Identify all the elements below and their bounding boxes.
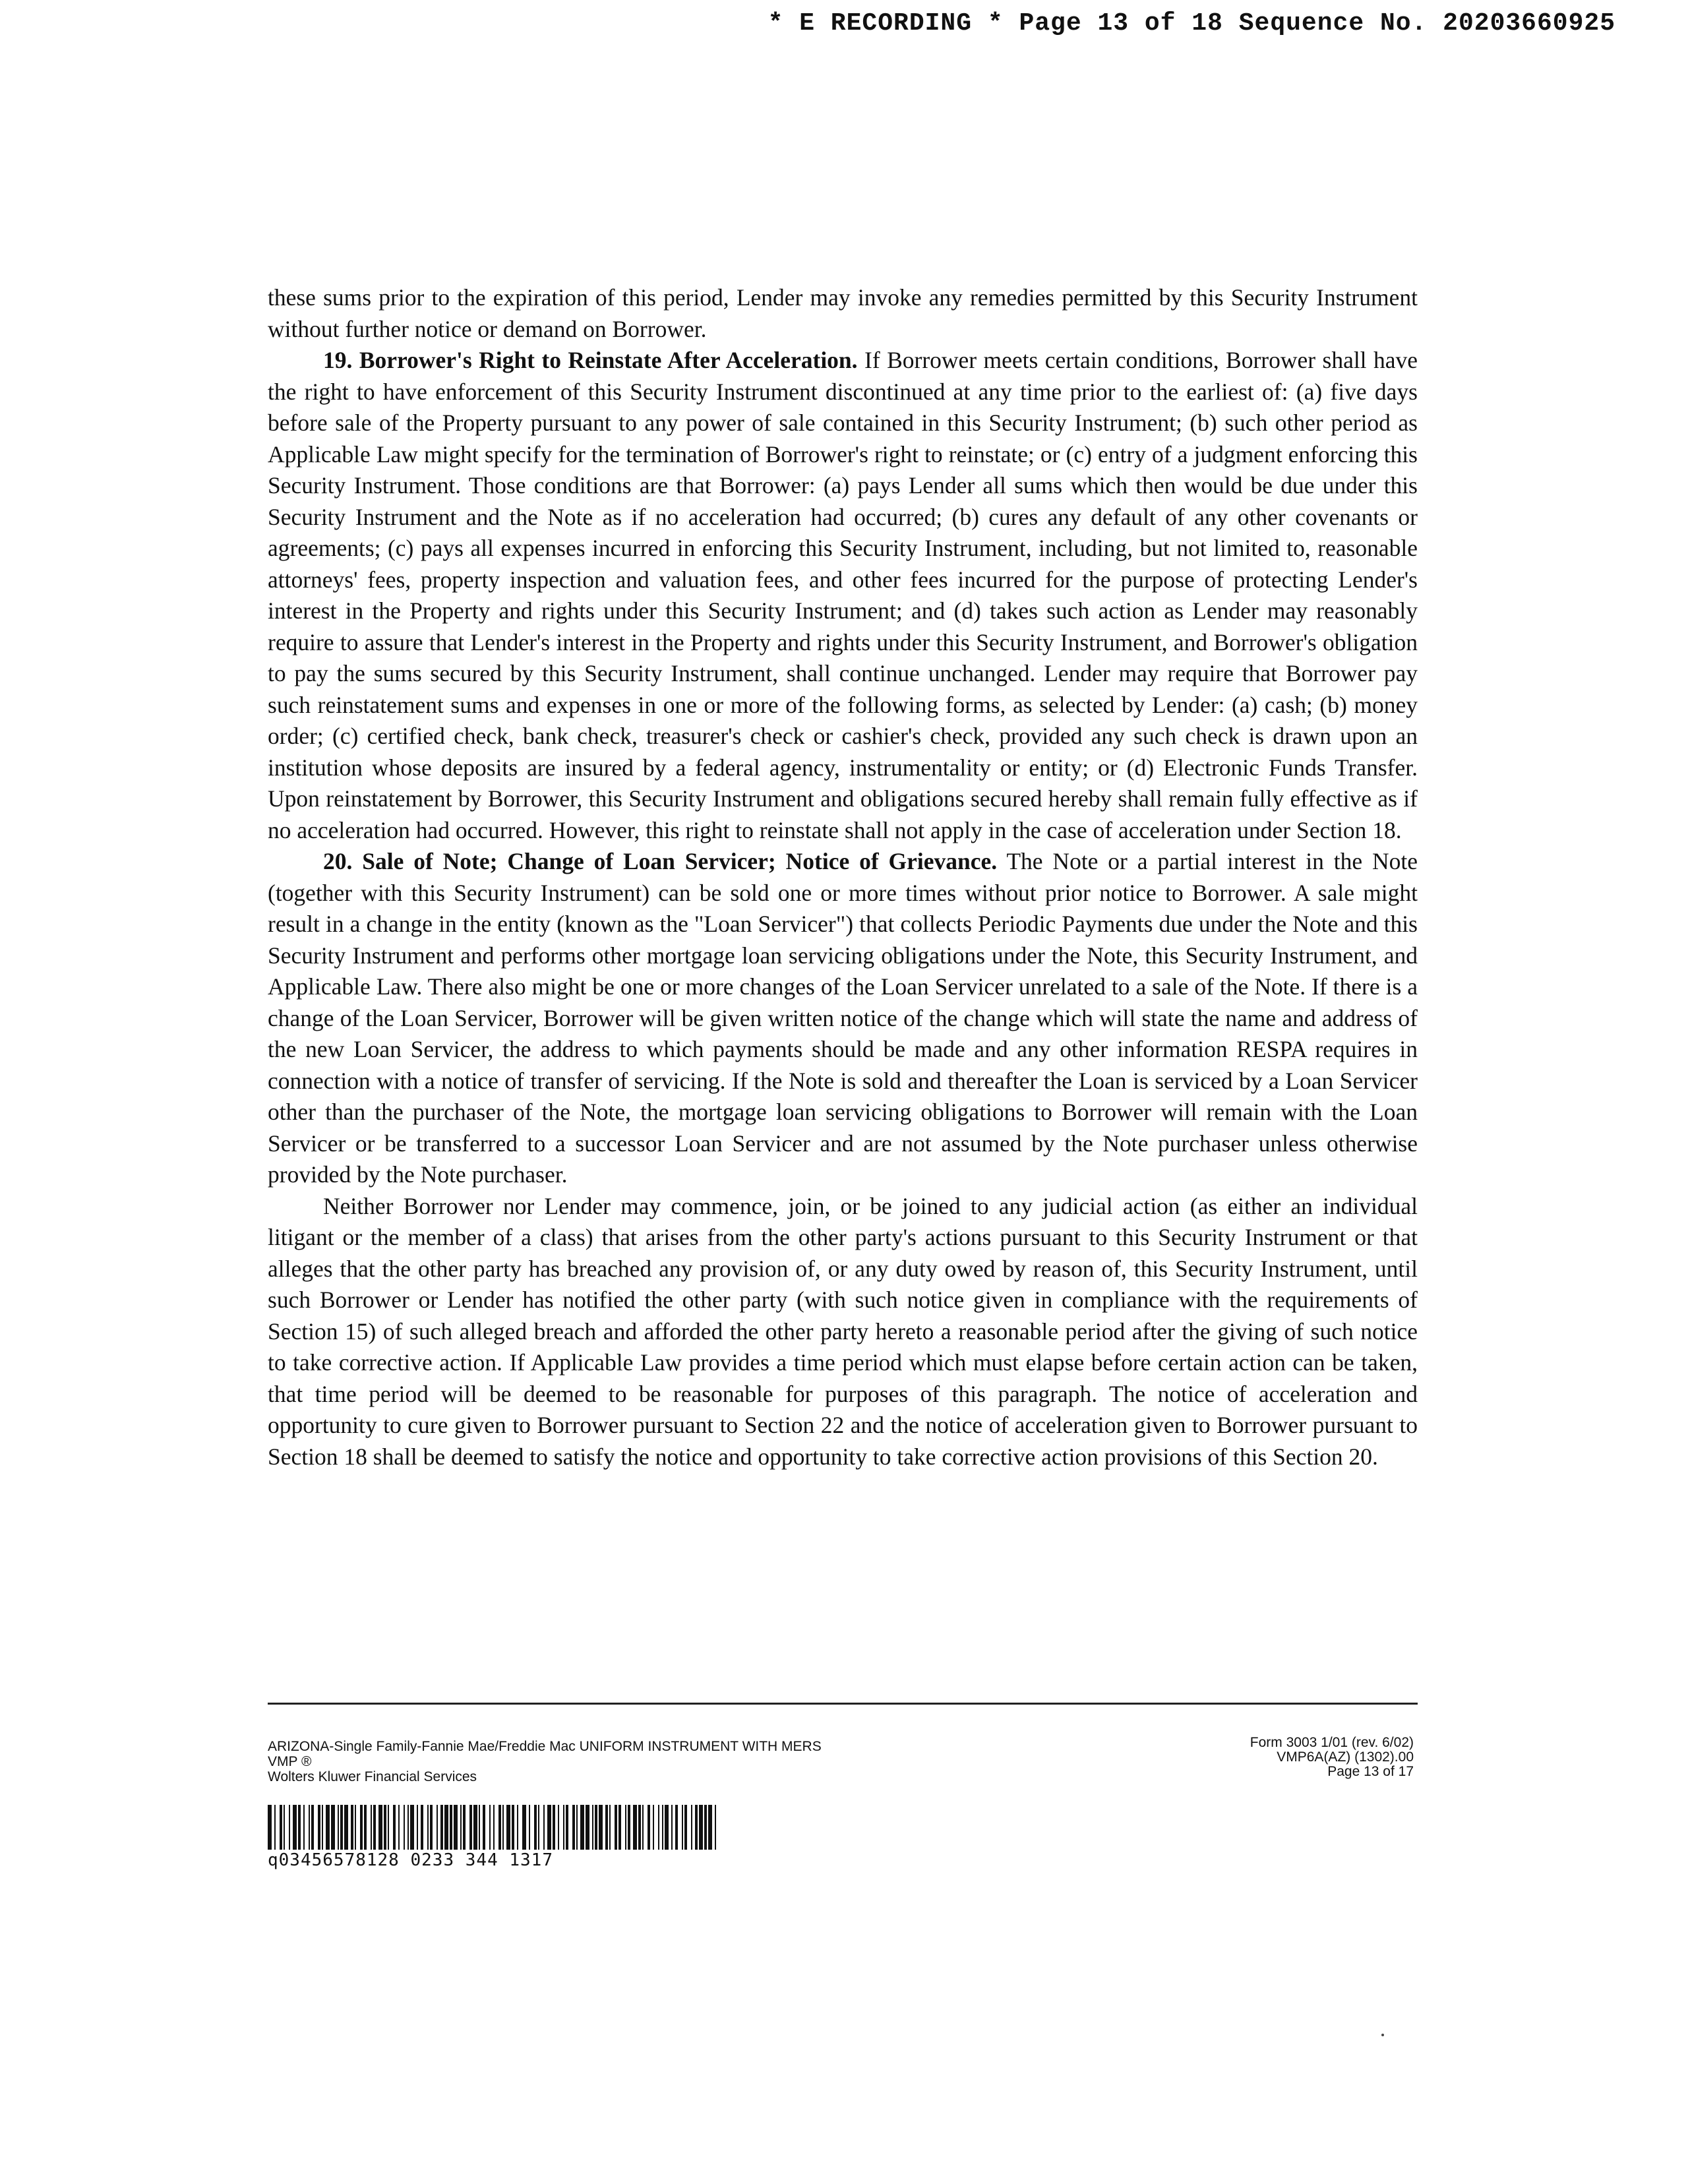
footer-form-number — [1250, 1736, 1414, 1779]
footer-publisher: Wolters Kluwer Financial Services — [268, 1769, 477, 1784]
intro-paragraph: these sums prior to the expiration of this period, Lender may invoke any remedies permitted by this Security Instrument without further notice or demand on Borrower. — [268, 284, 1418, 342]
footer-form-code: VMP6A(AZ) (1302).00 — [1277, 1749, 1414, 1765]
section-20-text: The Note or a partial interest in the Note (together with this Security Instrument) can be sold one or more times without prior notice to Borrower. A sale might result in a change in the entity (known as the "Loan Servicer") that collects Periodic Payments due under the Note and this Security Instrument and performs other mortgage loan servicing obligations under the Note, this Security Instrument, and Applicable Law. There also might be one or more changes of the Loan Servicer unrelated to a sale of the Note. If there is a change of the Loan Servicer, Borrower will be given written notice of the change which will state the name and address of the new Loan Servicer, the address to which payments should be made and any other information RESPA requires in connection with a notice of transfer of servicing. If the Note is sold and thereafter the Loan is serviced by a Loan Servicer other than the purchaser of the Note, the mortgage loan servicing obligations to Borrower will remain with the Loan Servicer or be transferred to a successor Loan Servicer and are not assumed by the Note purchaser unless otherwise provided by the Note purchaser. — [268, 848, 1418, 1188]
scan-speck — [1381, 2034, 1384, 2036]
document-body — [268, 282, 1418, 1472]
grievance-paragraph: Neither Borrower nor Lender may commence, join, or be joined to any judicial action (as either an individual litigant or the member of a class) that arises from the other party's actions pursuant to this Security Instrument or that alleges that the other party has breached any provision of, or any duty owed by reason of, this Security Instrument, until such Borrower or Lender has notified the other party (with such notice given in compliance with the requirements of Section 15) of such alleged breach and afforded the other party hereto a reasonable period after the giving of such notice to take corrective action. If Applicable Law provides a time period which must elapse before certain action can be taken, that time period will be deemed to be reasonable for purposes of this paragraph. The notice of acceleration and opportunity to cure given to Borrower pursuant to Section 22 and the notice of acceleration given to Borrower pursuant to Section 18 shall be deemed to satisfy the notice and opportunity to take corrective action provisions of this Section 20. — [268, 1192, 1418, 1470]
section-19-heading: 19. Borrower's Right to Reinstate After Acceleration. — [323, 347, 858, 373]
section-20-paragraph — [268, 846, 1418, 1191]
barcode-icon — [268, 1805, 716, 1850]
footer-form-info — [268, 1739, 822, 1784]
footer-page-number: Page 13 of 17 — [1327, 1764, 1414, 1779]
footer-form-rev: Form 3003 1/01 (rev. 6/02) — [1250, 1735, 1414, 1750]
barcode-number: q03456578128 0233 344 1317 — [268, 1850, 553, 1870]
section-19-text: If Borrower meets certain conditions, Borrower shall have the right to have enforcement of this Security Instrument discontinued at any time prior to the earliest of: (a) five days before sale of the Property pursuant to any power of sale contained in this Security Instrument; (b) such other period as Applicable Law might specify for the termination of Borrower's right to reinstate; or (c) entry of a judgment enforcing this Security Instrument. Those conditions are that Borrower: (a) pays Lender all sums which then would be due under this Security Instrument and the Note as if no acceleration had occurred; (b) cures any default of any other covenants or agreements; (c) pays all expenses incurred in enforcing this Security Instrument, including, but not limited to, reasonable attorneys' fees, property inspection and valuation fees, and other fees incurred for the purpose of protecting Lender's interest in the Property and rights under this Security Instrument; and (d) takes such action as Lender may reasonably require to assure that Lender's interest in the Property and rights under this Security Instrument, and Borrower's obligation to pay the sums secured by this Security Instrument, shall continue unchanged. Lender may require that Borrower pay such reinstatement sums and expenses in one or more of the following forms, as selected by Lender: (a) cash; (b) money order; (c) certified check, bank check, treasurer's check or cashier's check, provided any such check is drawn upon an institution whose deposits are insured by a federal agency, instrumentality or entity; or (d) Electronic Funds Transfer. Upon reinstatement by Borrower, this Security Instrument and obligations secured hereby shall remain fully effective as if no acceleration had occurred. However, this right to reinstate shall not apply in the case of acceleration under Section 18. — [268, 347, 1418, 843]
section-20-heading: 20. Sale of Note; Change of Loan Servicer; Notice of Grievance. — [323, 848, 998, 874]
footer-divider — [268, 1703, 1418, 1705]
footer-instrument-title: ARIZONA-Single Family-Fannie Mae/Freddie Mac UNIFORM INSTRUMENT WITH MERS — [268, 1739, 822, 1754]
footer-vmp-mark: VMP ® — [268, 1754, 312, 1769]
section-19-paragraph — [268, 345, 1418, 846]
recording-header: * E RECORDING * Page 13 of 18 Sequence No. 20203660925 — [768, 9, 1615, 38]
